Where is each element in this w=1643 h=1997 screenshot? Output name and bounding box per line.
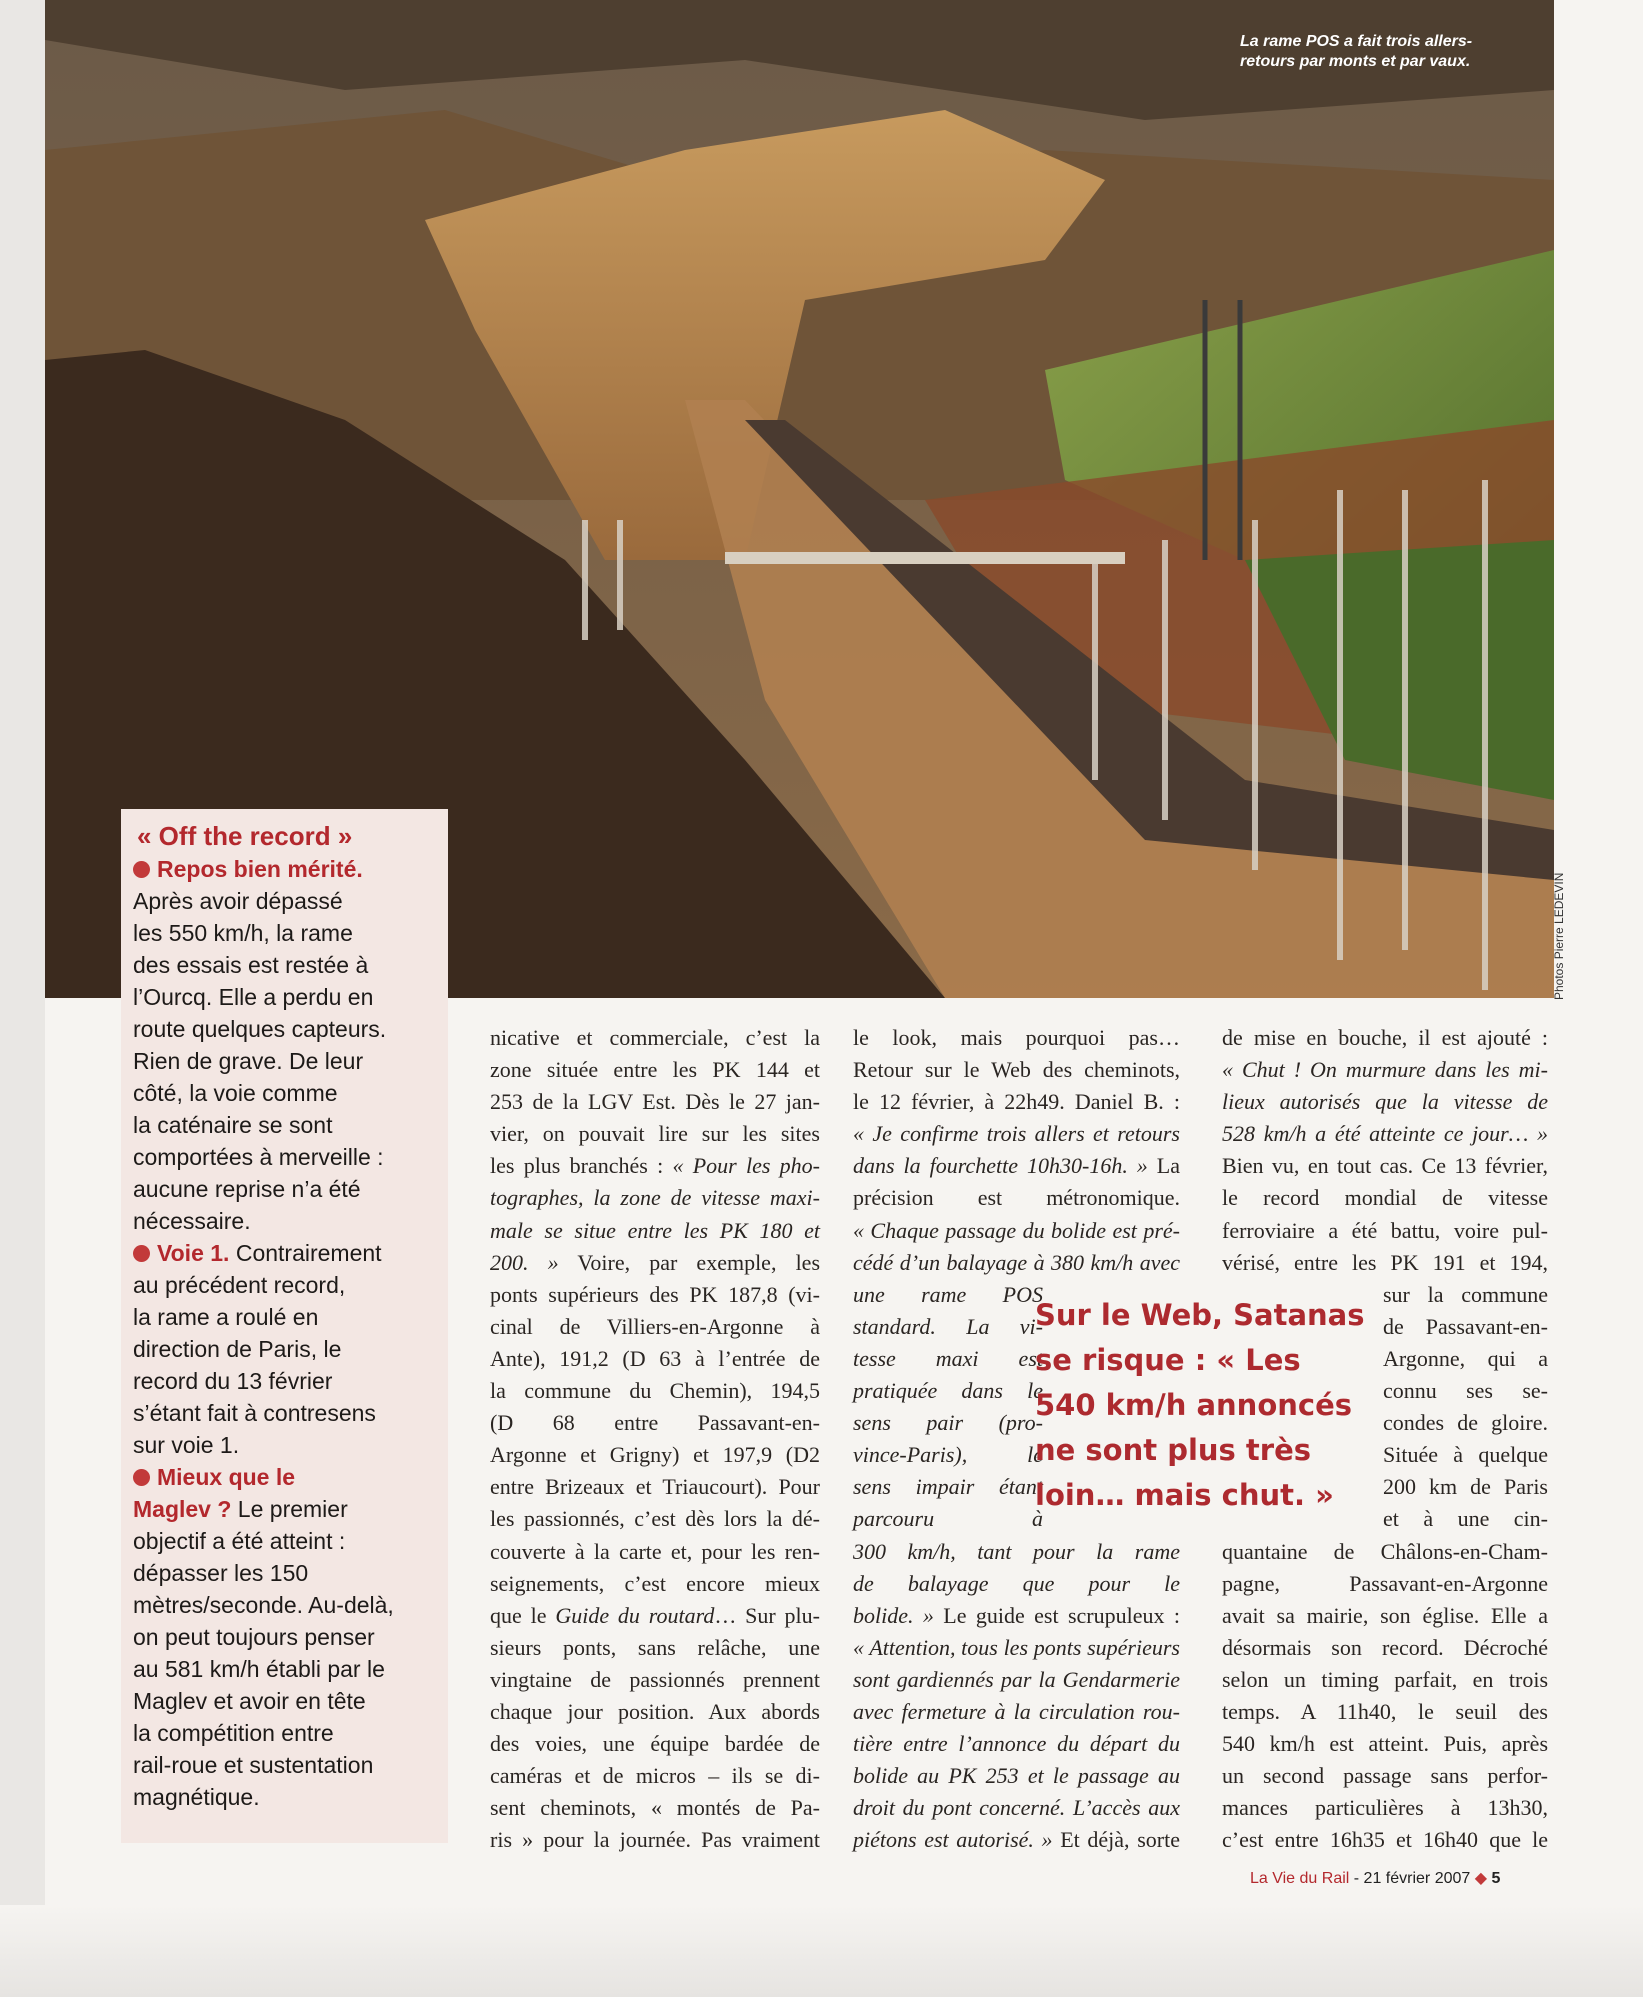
- text-run: Retour sur le Web des cheminots,: [853, 1057, 1180, 1083]
- article-line: [1383, 1503, 1548, 1535]
- italic-text-run: cédé d’un balayage à 380 km/h avec: [853, 1249, 1180, 1275]
- text-run: Bien vu, en tout cas. Ce 13 février,: [1222, 1153, 1548, 1179]
- text-run: nicative et commerciale, c’est la: [490, 1025, 820, 1050]
- text-run: vier, on pouvait lire sur les sites: [490, 1121, 820, 1147]
- article-line: [1222, 1215, 1548, 1247]
- text-run: Argonne et Grigny) et 197,9 (D2: [490, 1442, 820, 1468]
- article-line: [490, 1054, 820, 1086]
- sidebar-text: dépasser les 150: [133, 1560, 309, 1586]
- article-line: [853, 1471, 1043, 1503]
- article-line: [490, 1471, 820, 1503]
- article-line: [1222, 1568, 1548, 1600]
- sidebar-line: [133, 1269, 440, 1301]
- sidebar-text: les 550 km/h, la rame: [133, 920, 353, 946]
- text-run: vérisé, entre les PK 191 et 194,: [1222, 1249, 1548, 1275]
- sidebar-title: « Off the record »: [137, 821, 353, 851]
- article-line: [853, 1279, 1043, 1311]
- sidebar-text: mètres/seconde. Au-delà,: [133, 1592, 394, 1618]
- photo-caption: [1240, 32, 1472, 72]
- article-line: [490, 1568, 820, 1600]
- sidebar-line: [133, 1365, 440, 1397]
- italic-text-run: piétons est autorisé. »: [853, 1827, 1053, 1853]
- text-run: Le guide est scrupuleux :: [933, 1602, 1180, 1628]
- text-run: entre Brizeaux et Triaucourt). Pour: [490, 1474, 820, 1500]
- article-line: [1383, 1279, 1548, 1311]
- italic-text-run: 200. »: [490, 1249, 559, 1275]
- sidebar-line: [133, 1013, 440, 1045]
- article-line: [490, 1279, 820, 1311]
- article-line: [490, 1343, 820, 1375]
- italic-text-run: « Chut ! On murmure dans les mi-: [1222, 1057, 1548, 1083]
- sidebar-line: [133, 853, 440, 885]
- article-line: [853, 1407, 1043, 1439]
- article-line: [853, 1696, 1180, 1728]
- text-run: avait sa mairie, son église. Elle a: [1222, 1602, 1548, 1628]
- pull-quote: [1035, 1293, 1365, 1518]
- sidebar-line: [133, 1301, 440, 1333]
- text-run: Et déjà, sorte: [1052, 1827, 1180, 1853]
- italic-text-run: droit du pont concerné. L’accès aux: [853, 1795, 1180, 1821]
- sidebar-text: rail-roue et sustentation: [133, 1752, 374, 1778]
- sidebar-subheading: Maglev ?: [133, 1496, 232, 1522]
- article-line: [853, 1632, 1180, 1664]
- italic-text-run: tesse maxi est: [853, 1345, 1043, 1371]
- text-run: temps. A 11h40, le seuil des: [1222, 1698, 1548, 1724]
- text-run: 540 km/h est atteint. Puis, après: [1222, 1731, 1548, 1757]
- text-run: des voies, une équipe bardée de: [490, 1731, 820, 1757]
- text-run: sieurs ponts, sans relâche, une: [490, 1634, 820, 1660]
- article-column-1: [490, 1022, 820, 1856]
- article-line: [853, 1536, 1180, 1568]
- diamond-icon: ◆: [1474, 1870, 1488, 1887]
- sidebar-text: aucune reprise n’a été: [133, 1176, 361, 1202]
- article-line: [1383, 1471, 1548, 1503]
- italic-text-run: male se situe entre les PK 180 et: [490, 1217, 820, 1243]
- article-line: [490, 1247, 820, 1279]
- italic-text-run: lieux autorisés que la vitesse de: [1222, 1089, 1548, 1115]
- sidebar-text: la compétition entre: [133, 1720, 334, 1746]
- sidebar-line: [133, 885, 440, 917]
- article-line: [853, 1182, 1180, 1214]
- sidebar-line: [133, 1205, 440, 1237]
- article-line: [1383, 1407, 1548, 1439]
- sidebar-text: magnétique.: [133, 1784, 260, 1810]
- sidebar-line: [133, 1461, 440, 1493]
- article-line: [490, 1664, 820, 1696]
- sidebar-line: [133, 1493, 440, 1525]
- pull-quote-line: ne sont plus très: [1035, 1433, 1311, 1467]
- article-line: [490, 1086, 820, 1118]
- article-line: [1222, 1182, 1548, 1214]
- text-run: zone située entre les PK 144 et: [490, 1057, 820, 1083]
- article-line: [1383, 1343, 1548, 1375]
- sidebar-line: [133, 917, 440, 949]
- text-run: désormais son record. Décroché: [1222, 1634, 1548, 1660]
- sidebar-text: comportées à merveille :: [133, 1144, 384, 1170]
- text-run: et à une cin-: [1383, 1506, 1548, 1532]
- text-run: ferroviaire a été battu, voire pul-: [1222, 1217, 1548, 1243]
- sidebar-text: Le premier: [231, 1496, 348, 1522]
- article-line: [490, 1600, 820, 1632]
- italic-text-run: une rame POS: [853, 1281, 1043, 1307]
- article-line: [1222, 1054, 1548, 1086]
- sidebar-text: s’étant fait à contresens: [133, 1400, 376, 1426]
- article-line: [490, 1022, 820, 1054]
- article-line: [1222, 1824, 1548, 1856]
- italic-text-run: bolide. »: [853, 1602, 934, 1628]
- text-run: cinal de Villiers-en-Argonne à: [490, 1313, 820, 1339]
- text-run: Ante), 191,2 (D 63 à l’entrée de: [490, 1345, 820, 1371]
- italic-text-run: de balayage que pour le: [853, 1570, 1180, 1596]
- text-run: sent cheminots, « montés de Pa-: [490, 1795, 820, 1821]
- article-line: [853, 1728, 1180, 1760]
- sidebar-line: [133, 1109, 440, 1141]
- sidebar-line: [133, 1045, 440, 1077]
- article-line: [490, 1728, 820, 1760]
- article-line: [1222, 1536, 1548, 1568]
- pull-quote-line: 540 km/h annoncés: [1035, 1388, 1353, 1422]
- sidebar-text: record du 13 février: [133, 1368, 333, 1394]
- article-line: [1222, 1728, 1548, 1760]
- sidebar-body: [133, 853, 440, 1813]
- article-line: [1222, 1600, 1548, 1632]
- italic-text-run: sens pair (pro-: [853, 1410, 1043, 1436]
- article-line: [490, 1760, 820, 1792]
- article-line: [853, 1343, 1043, 1375]
- article-line: [853, 1086, 1180, 1118]
- sidebar-subheading: Mieux que le: [157, 1464, 296, 1490]
- text-run: c’est entre 16h35 et 16h40 que le: [1222, 1827, 1548, 1853]
- article-line: [490, 1375, 820, 1407]
- article-line: [1383, 1311, 1548, 1343]
- italic-text-run: sens impair étant: [853, 1474, 1043, 1500]
- sidebar-line: [133, 1237, 440, 1269]
- article-line: [1222, 1760, 1548, 1792]
- text-run: Située à quelque: [1383, 1442, 1548, 1468]
- article-line: [490, 1503, 820, 1535]
- sidebar-line: [133, 1685, 440, 1717]
- text-run: les plus branchés :: [490, 1153, 673, 1179]
- issue-date: - 21 février 2007: [1349, 1870, 1475, 1887]
- sidebar-line: [133, 1429, 440, 1461]
- sidebar-line: [133, 981, 440, 1013]
- article-line: [853, 1054, 1180, 1086]
- sidebar-line: [133, 1653, 440, 1685]
- article-line: [1222, 1696, 1548, 1728]
- article-line: [853, 1375, 1043, 1407]
- sidebar-line: [133, 1397, 440, 1429]
- photo-credit: Photos Pierre LEDEVIN: [1552, 872, 1566, 1000]
- article-line: [1383, 1439, 1548, 1471]
- text-run: que le: [490, 1602, 556, 1628]
- italic-text-run: vince-Paris), le: [853, 1442, 1043, 1468]
- text-run: sur la commune: [1383, 1281, 1548, 1307]
- text-run: (D 68 entre Passavant-en-: [490, 1410, 820, 1436]
- pull-quote-line: loin… mais chut. »: [1035, 1478, 1334, 1512]
- text-run: le 12 février, à 22h49. Daniel B. :: [853, 1089, 1180, 1115]
- article-line: [1222, 1792, 1548, 1824]
- text-run: un second passage sans perfor-: [1222, 1763, 1548, 1789]
- italic-text-run: 300 km/h, tant pour la rame: [853, 1538, 1180, 1564]
- article-line: [1222, 1247, 1548, 1279]
- sidebar-line: [133, 1781, 440, 1813]
- article-line: [490, 1632, 820, 1664]
- article-line: [853, 1215, 1180, 1247]
- text-run: la commune du Chemin), 194,5: [490, 1378, 820, 1404]
- off-the-record-box: [121, 809, 448, 1843]
- text-run: couverte à la carte et, pour les ren-: [490, 1538, 820, 1564]
- italic-text-run: 528 km/h a été atteinte ce jour… »: [1222, 1121, 1548, 1147]
- italic-text-run: sont gardiennés par la Gendarmerie: [853, 1666, 1180, 1692]
- sidebar-line: [133, 1173, 440, 1205]
- text-run: connu ses se-: [1383, 1378, 1548, 1404]
- article-line: [490, 1150, 820, 1182]
- caption-line: La rame POS a fait trois allers-: [1240, 33, 1473, 50]
- sidebar-text: des essais est restée à: [133, 952, 369, 978]
- sidebar-text: la caténaire se sont: [133, 1112, 333, 1138]
- article-line: [490, 1824, 820, 1856]
- article-line: [1222, 1150, 1548, 1182]
- article-line: [1222, 1664, 1548, 1696]
- text-run: chaque jour position. Aux abords: [490, 1698, 820, 1724]
- magazine-name: La Vie du Rail: [1250, 1870, 1350, 1887]
- article-line: [490, 1407, 820, 1439]
- article-line: [490, 1182, 820, 1214]
- sidebar-line: [133, 1077, 440, 1109]
- text-run: Voire, par exemple, les: [558, 1249, 821, 1275]
- article-line: [1383, 1375, 1548, 1407]
- text-run: le look, mais pourquoi pas…: [853, 1025, 1180, 1050]
- text-run: seignements, c’est encore mieux: [490, 1570, 820, 1596]
- text-run: mances particulières à 13h30,: [1222, 1795, 1548, 1821]
- article-line: [1222, 1632, 1548, 1664]
- text-run: les passionnés, c’est dès lors la dé-: [490, 1506, 820, 1532]
- sidebar-text: au 581 km/h établi par le: [133, 1656, 385, 1682]
- article-line: [853, 1022, 1180, 1054]
- article-line: [853, 1664, 1180, 1696]
- sidebar-text: Maglev et avoir en tête: [133, 1688, 366, 1714]
- page-margin: [0, 0, 45, 1997]
- article-line: [853, 1600, 1180, 1632]
- italic-text-run: « Attention, tous les ponts supérieurs: [853, 1634, 1180, 1660]
- sidebar-line: [133, 949, 440, 981]
- text-run: 200 km de Paris: [1383, 1474, 1548, 1500]
- article-line: [853, 1118, 1180, 1150]
- sidebar-text: objectif a été atteint :: [133, 1528, 346, 1554]
- sidebar-text: route quelques capteurs.: [133, 1016, 387, 1042]
- sidebar-text: nécessaire.: [133, 1208, 251, 1234]
- text-run: Argonne, qui a: [1383, 1345, 1548, 1371]
- sidebar-line: [133, 1717, 440, 1749]
- sidebar-text: au précédent record,: [133, 1272, 346, 1298]
- article-line: [490, 1696, 820, 1728]
- article-line: [853, 1760, 1180, 1792]
- italic-text-run: standard. La vi-: [853, 1313, 1043, 1339]
- bullet-icon: [133, 1469, 150, 1486]
- article-line: [853, 1824, 1180, 1856]
- sidebar-line: [133, 1589, 440, 1621]
- text-run: … Sur plu-: [714, 1602, 820, 1628]
- text-run: La: [1147, 1153, 1180, 1179]
- italic-text-run: parcouru à: [853, 1506, 1043, 1532]
- text-run: selon un timing parfait, en trois: [1222, 1666, 1548, 1692]
- article-line: [490, 1439, 820, 1471]
- sidebar-text: l’Ourcq. Elle a perdu en: [133, 984, 374, 1010]
- italic-text-run: tière entre l’annonce du départ du: [853, 1731, 1180, 1757]
- sidebar-text: Contrairement: [229, 1240, 382, 1266]
- text-run: 253 de la LGV Est. Dès le 27 jan-: [490, 1089, 820, 1115]
- article-line: [490, 1311, 820, 1343]
- italic-text-run: « Pour les pho-: [672, 1153, 821, 1179]
- page-shadow: [0, 1905, 1643, 1997]
- sidebar-line: [133, 1621, 440, 1653]
- sidebar-text: Après avoir dépassé: [133, 888, 343, 914]
- text-run: précision est métronomique.: [853, 1185, 1180, 1211]
- sidebar-subheading: Repos bien mérité.: [157, 856, 363, 882]
- article-line: [490, 1792, 820, 1824]
- italic-text-run: tographes, la zone de vitesse maxi-: [490, 1185, 820, 1211]
- italic-text-run: « Je confirme trois allers et retours: [853, 1121, 1180, 1147]
- article-line: [853, 1439, 1043, 1471]
- sidebar-line: [133, 1749, 440, 1781]
- article-line: [490, 1118, 820, 1150]
- text-run: de Passavant-en-: [1383, 1313, 1548, 1339]
- article-line: [853, 1150, 1180, 1182]
- italic-text-run: Guide du routard: [555, 1602, 715, 1628]
- bullet-icon: [133, 1245, 150, 1262]
- sidebar-text: on peut toujours penser: [133, 1624, 375, 1650]
- caption-line: retours par monts et par vaux.: [1240, 53, 1471, 70]
- text-run: le record mondial de vitesse: [1222, 1185, 1548, 1211]
- article-line: [853, 1247, 1180, 1279]
- text-run: condes de gloire.: [1383, 1410, 1548, 1436]
- article-line: [490, 1536, 820, 1568]
- bullet-icon: [133, 861, 150, 878]
- italic-text-run: dans la fourchette 10h30-16h. »: [853, 1153, 1148, 1179]
- sidebar-line: [133, 1141, 440, 1173]
- sidebar-text: Rien de grave. De leur: [133, 1048, 364, 1074]
- article-line: [1222, 1086, 1548, 1118]
- article-line: [490, 1215, 820, 1247]
- italic-text-run: avec fermeture à la circulation rou-: [853, 1698, 1180, 1724]
- sidebar-line: [133, 1525, 440, 1557]
- sidebar-text: direction de Paris, le: [133, 1336, 342, 1362]
- article-line: [853, 1792, 1180, 1824]
- text-run: vingtaine de passionnés prennent: [490, 1666, 820, 1692]
- sidebar-text: sur voie 1.: [133, 1432, 240, 1458]
- text-run: ponts supérieurs des PK 187,8 (vi-: [490, 1281, 820, 1307]
- italic-text-run: « Chaque passage du bolide est pré-: [853, 1217, 1180, 1243]
- article-line: [1222, 1022, 1548, 1054]
- italic-text-run: bolide au PK 253 et le passage au: [853, 1763, 1180, 1789]
- sidebar-subheading: Voie 1.: [157, 1240, 230, 1266]
- text-run: caméras et de micros – ils se di-: [490, 1763, 820, 1789]
- pull-quote-line: Sur le Web, Satanas: [1035, 1298, 1365, 1332]
- article-line: [853, 1311, 1043, 1343]
- text-run: de mise en bouche, il est ajouté :: [1222, 1025, 1548, 1050]
- sidebar-text: la rame a roulé en: [133, 1304, 319, 1330]
- text-run: quantaine de Châlons-en-Cham-: [1222, 1538, 1548, 1564]
- text-run: ris » pour la journée. Pas vraiment: [490, 1827, 820, 1853]
- text-run: pagne, Passavant-en-Argonne: [1222, 1570, 1548, 1596]
- article-line: [853, 1568, 1180, 1600]
- article-line: [853, 1503, 1043, 1535]
- sidebar-line: [133, 1557, 440, 1589]
- italic-text-run: pratiquée dans le: [853, 1378, 1043, 1404]
- page-footer: [1250, 1868, 1500, 1888]
- article-line: [1222, 1118, 1548, 1150]
- page-number: 5: [1487, 1870, 1501, 1887]
- sidebar-text: côté, la voie comme: [133, 1080, 338, 1106]
- pull-quote-line: se risque : « Les: [1035, 1343, 1301, 1377]
- sidebar-line: [133, 1333, 440, 1365]
